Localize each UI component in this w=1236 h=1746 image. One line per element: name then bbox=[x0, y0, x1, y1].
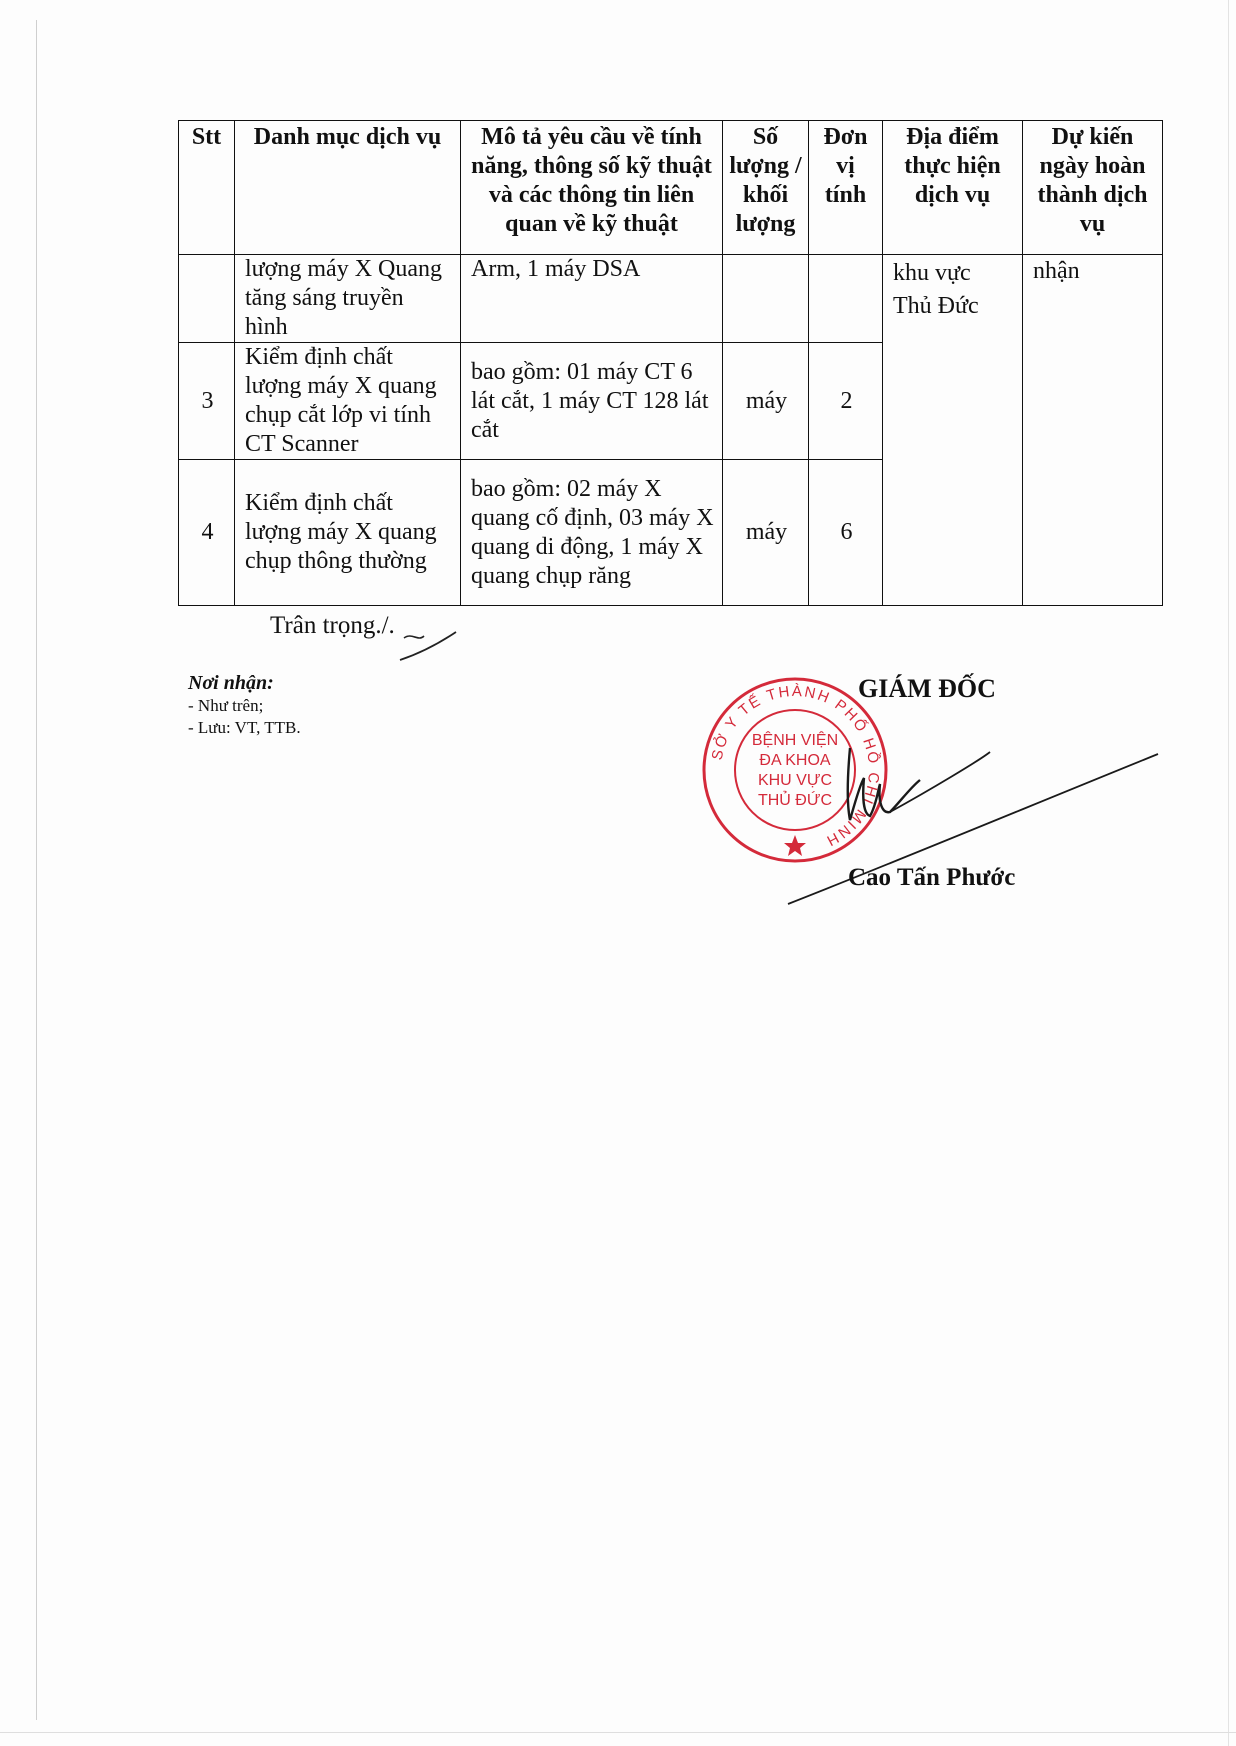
row-unit bbox=[809, 255, 883, 343]
row-stt: 3 bbox=[179, 343, 235, 460]
row-description: bao gồm: 02 máy X quang cố định, 03 máy X quang di động, 1 máy X quang chụp răng bbox=[461, 460, 723, 606]
recipients-block bbox=[188, 672, 301, 739]
recipient-item: - Như trên; bbox=[188, 696, 264, 715]
table-header-row bbox=[179, 121, 1163, 255]
stamp-line: ĐA KHOA bbox=[759, 752, 831, 769]
row-unit: 2 bbox=[809, 343, 883, 460]
row-description: Arm, 1 máy DSA bbox=[461, 255, 723, 343]
row-unit: 6 bbox=[809, 460, 883, 606]
row-quantity: máy bbox=[723, 460, 809, 606]
header-stt: Stt bbox=[179, 121, 235, 255]
table-row bbox=[179, 255, 1163, 343]
stamp-line: THỦ ĐỨC bbox=[757, 792, 833, 809]
row-quantity bbox=[723, 255, 809, 343]
row-quantity: máy bbox=[723, 343, 809, 460]
row-service: Kiểm định chất lượng máy X quang chụp thông thường bbox=[235, 460, 461, 606]
location-cell: khu vực Thủ Đức bbox=[883, 255, 1023, 606]
row-stt: 4 bbox=[179, 460, 235, 606]
stamp-ring-text: SỞ Y TẾ THÀNH PHỐ HỒ CHÍ MINH bbox=[708, 682, 883, 850]
row-stt bbox=[179, 255, 235, 343]
scan-edge-right bbox=[1228, 0, 1229, 1746]
service-table bbox=[178, 120, 1163, 606]
scan-edge-left bbox=[36, 20, 37, 1720]
header-quantity: Số lượng / khối lượng bbox=[723, 121, 809, 255]
completion-cell: nhận bbox=[1023, 255, 1163, 606]
recipient-item: - Lưu: VT, TTB. bbox=[188, 718, 301, 737]
initial-mark-icon bbox=[398, 628, 460, 664]
row-service: Kiểm định chất lượng máy X quang chụp cắt lớp vi tính CT Scanner bbox=[235, 343, 461, 460]
scan-edge-bottom bbox=[0, 1732, 1236, 1733]
row-service: lượng máy X Quang tăng sáng truyền hình bbox=[235, 255, 461, 343]
header-description: Mô tả yêu cầu về tính năng, thông số kỹ thuật và các thông tin liên quan về kỹ thuật bbox=[461, 121, 723, 255]
closing-text: Trân trọng./. bbox=[270, 612, 395, 639]
stamp-line: BỆNH VIỆN bbox=[751, 732, 839, 749]
row-description: bao gồm: 01 máy CT 6 lát cắt, 1 máy CT 128 lát cắt bbox=[461, 343, 723, 460]
header-unit: Đơn vị tính bbox=[809, 121, 883, 255]
director-title: GIÁM ĐỐC bbox=[858, 674, 996, 703]
header-service: Danh mục dịch vụ bbox=[235, 121, 461, 255]
header-completion: Dự kiến ngày hoàn thành dịch vụ bbox=[1023, 121, 1163, 255]
stamp-line: KHU VỰC bbox=[757, 772, 833, 789]
signer-name: Cao Tấn Phước bbox=[848, 864, 1016, 891]
header-location: Địa điểm thực hiện dịch vụ bbox=[883, 121, 1023, 255]
recipients-title: Nơi nhận: bbox=[188, 672, 274, 694]
